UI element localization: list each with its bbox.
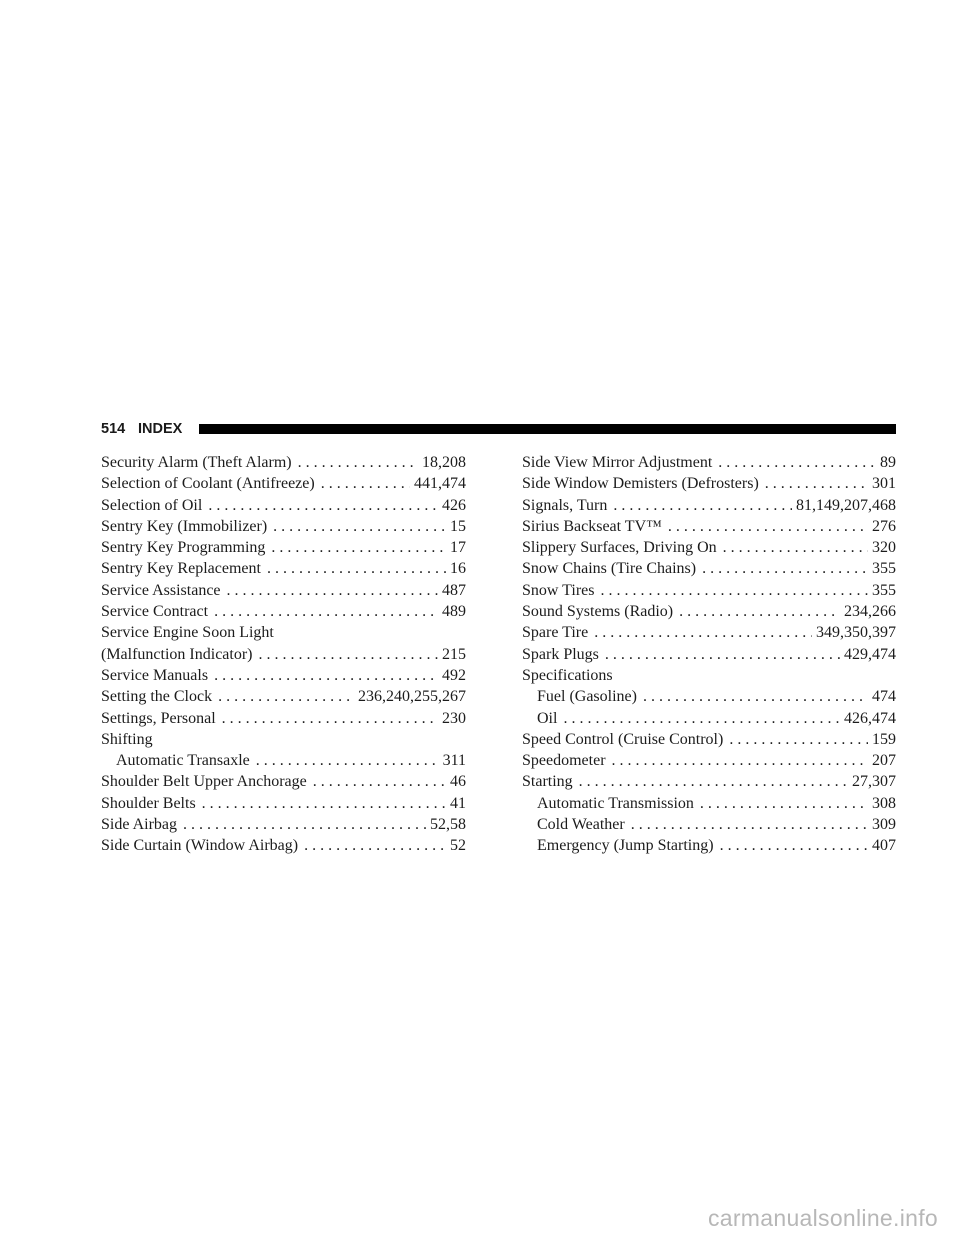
index-entry [522, 558, 896, 579]
index-page-refs: 276 [872, 517, 896, 535]
index-page-refs: 441,474 [414, 475, 466, 493]
index-page-refs: 429,474 [844, 645, 896, 663]
dot-leader [605, 644, 840, 665]
index-entry [522, 516, 896, 537]
index-page-refs: 230 [442, 709, 466, 727]
index-term: Automatic Transmission [537, 794, 694, 812]
index-entry [101, 686, 466, 707]
index-term: Settings, Personal [101, 709, 216, 727]
index-term: Setting the Clock [101, 688, 213, 706]
dot-leader [729, 729, 868, 750]
index-term: Side Window Demisters (Defrosters) [522, 475, 759, 493]
dot-leader [214, 665, 438, 686]
index-term: Side View Mirror Adjustment [522, 454, 713, 471]
index-entry [522, 665, 896, 686]
index-term: Service Manuals [101, 666, 209, 684]
dot-leader [273, 516, 446, 537]
dot-leader [271, 537, 446, 558]
index-page-refs: 27,307 [852, 773, 896, 791]
index-term: Oil [537, 709, 558, 727]
dot-leader [227, 580, 438, 601]
index-term: Side Airbag [101, 816, 177, 834]
dot-leader [202, 793, 446, 814]
index-page-refs: 81,149,207,468 [796, 496, 896, 514]
index-term: Speedometer [522, 752, 606, 770]
dot-leader [720, 835, 868, 856]
index-term: Service Engine Soon Light [101, 624, 274, 642]
dot-leader [700, 793, 868, 814]
index-term: Signals, Turn [522, 496, 608, 514]
index-page-refs: 487 [442, 581, 466, 599]
dot-leader [643, 686, 868, 707]
index-page-refs: 236,240,255,267 [358, 688, 466, 706]
index-term: Cold Weather [537, 816, 625, 834]
dot-leader [214, 601, 438, 622]
dot-leader [222, 708, 438, 729]
dot-leader [612, 750, 868, 771]
index-page-refs: 426 [442, 496, 466, 514]
dot-leader [218, 686, 354, 707]
index-page-refs: 355 [872, 560, 896, 578]
index-term: Snow Tires [522, 581, 595, 599]
index-entry [101, 537, 466, 558]
index-term: Service Assistance [101, 581, 221, 599]
page-header [0, 419, 960, 439]
dot-leader [718, 452, 876, 473]
index-entry [522, 537, 896, 558]
index-page-refs: 52,58 [430, 816, 466, 834]
index-entry [522, 644, 896, 665]
index-entry [101, 729, 466, 750]
index-term: Fuel (Gasoline) [537, 688, 637, 706]
index-entry [101, 580, 466, 601]
index-entry [522, 580, 896, 601]
index-term: Shoulder Belts [101, 794, 196, 812]
index-term: Shoulder Belt Upper Anchorage [101, 773, 307, 791]
index-term: Selection of Oil [101, 496, 203, 514]
index-entry [101, 516, 466, 537]
index-term: Starting [522, 773, 573, 791]
index-entry [522, 835, 896, 856]
dot-leader [208, 495, 438, 516]
index-entry [522, 622, 896, 643]
dot-leader [304, 835, 446, 856]
index-page-refs: 16 [450, 560, 466, 578]
index-entry [522, 686, 896, 707]
watermark-text: carmanualsonline.info [707, 1205, 938, 1231]
index-entry [101, 771, 466, 792]
dot-leader [267, 558, 446, 579]
index-entry [101, 708, 466, 729]
index-entry [101, 665, 466, 686]
index-term: Speed Control (Cruise Control) [522, 730, 724, 748]
index-page-refs: 41 [450, 794, 466, 812]
index-entry [101, 793, 466, 814]
index-page-refs: 355 [872, 581, 896, 599]
index-term: (Malfunction Indicator) [101, 645, 253, 663]
dot-leader [183, 814, 426, 835]
index-page-refs: 426,474 [844, 709, 896, 727]
index-entry [101, 644, 466, 665]
header-rule [199, 424, 896, 434]
index-page-refs: 489 [442, 603, 466, 621]
index-term: Side Curtain (Window Airbag) [101, 837, 299, 855]
dot-leader [563, 708, 840, 729]
index-entry [101, 814, 466, 835]
section-title: INDEX [138, 421, 183, 437]
page-number: 514 [101, 421, 126, 437]
index-entry [101, 835, 466, 856]
index-page-refs: 15 [450, 517, 466, 535]
index-page-refs: 308 [872, 794, 896, 812]
dot-leader [723, 537, 868, 558]
index-entry [101, 473, 466, 494]
index-page-refs: 349,350,397 [816, 624, 896, 642]
index-column-right [522, 452, 896, 857]
dot-leader [765, 473, 868, 494]
dot-leader [702, 558, 868, 579]
dot-leader [613, 495, 792, 516]
index-entry [522, 793, 896, 814]
index-entry [522, 771, 896, 792]
index-page-refs: 159 [872, 730, 896, 748]
index-term: Spare Tire [522, 624, 589, 642]
index-term: Selection of Coolant (Antifreeze) [101, 475, 315, 493]
dot-leader [313, 771, 446, 792]
index-term: Security Alarm (Theft Alarm) [101, 454, 292, 471]
index-term: Sentry Key (Immobilizer) [101, 517, 268, 535]
index-entry [101, 750, 466, 771]
index-page-refs: 301 [872, 475, 896, 493]
index-page-refs: 492 [442, 666, 466, 684]
index-page-refs: 207 [872, 752, 896, 770]
index-page-refs: 215 [442, 645, 466, 663]
dot-leader [298, 452, 418, 473]
index-entry [101, 622, 466, 643]
index-term: Slippery Surfaces, Driving On [522, 539, 717, 557]
index-page-refs: 17 [450, 539, 466, 557]
index-term: Spark Plugs [522, 645, 599, 663]
dot-leader [594, 622, 812, 643]
dot-leader [600, 580, 868, 601]
index-page-refs: 52 [450, 837, 466, 855]
index-page-refs: 46 [450, 773, 466, 791]
index-term: Service Contract [101, 603, 209, 621]
dot-leader [579, 771, 848, 792]
index-term: Sound Systems (Radio) [522, 603, 674, 621]
index-entry [522, 814, 896, 835]
index-term: Sentry Key Replacement [101, 560, 261, 578]
index-entry [522, 452, 896, 473]
index-column-left [101, 452, 466, 857]
index-entry [101, 452, 466, 473]
dot-leader [321, 473, 410, 494]
index-entry [522, 601, 896, 622]
index-entry [101, 558, 466, 579]
dot-leader [631, 814, 868, 835]
index-entry [522, 473, 896, 494]
index-term: Emergency (Jump Starting) [537, 837, 714, 855]
index-term: Sirius Backseat TV™ [522, 517, 662, 535]
index-entry [522, 495, 896, 516]
index-entry [101, 495, 466, 516]
index-page-refs: 407 [872, 837, 896, 855]
dot-leader [679, 601, 840, 622]
index-page-refs: 309 [872, 816, 896, 834]
index-term: Sentry Key Programming [101, 539, 266, 557]
index-entry [522, 708, 896, 729]
index-page-refs: 311 [442, 752, 466, 770]
index-page-refs: 474 [872, 688, 896, 706]
index-page-refs: 18,208 [422, 454, 466, 471]
index-term: Automatic Transaxle [116, 752, 250, 770]
index-page-refs: 234,266 [844, 603, 896, 621]
dot-leader [668, 516, 868, 537]
index-term: Specifications [522, 666, 613, 684]
index-entry [522, 750, 896, 771]
index-entry [101, 601, 466, 622]
index-page-refs: 320 [872, 539, 896, 557]
dot-leader [256, 750, 439, 771]
dot-leader [259, 644, 439, 665]
index-term: Shifting [101, 730, 153, 748]
index-entry [522, 729, 896, 750]
index-page-refs: 89 [880, 454, 896, 471]
index-term: Snow Chains (Tire Chains) [522, 560, 697, 578]
